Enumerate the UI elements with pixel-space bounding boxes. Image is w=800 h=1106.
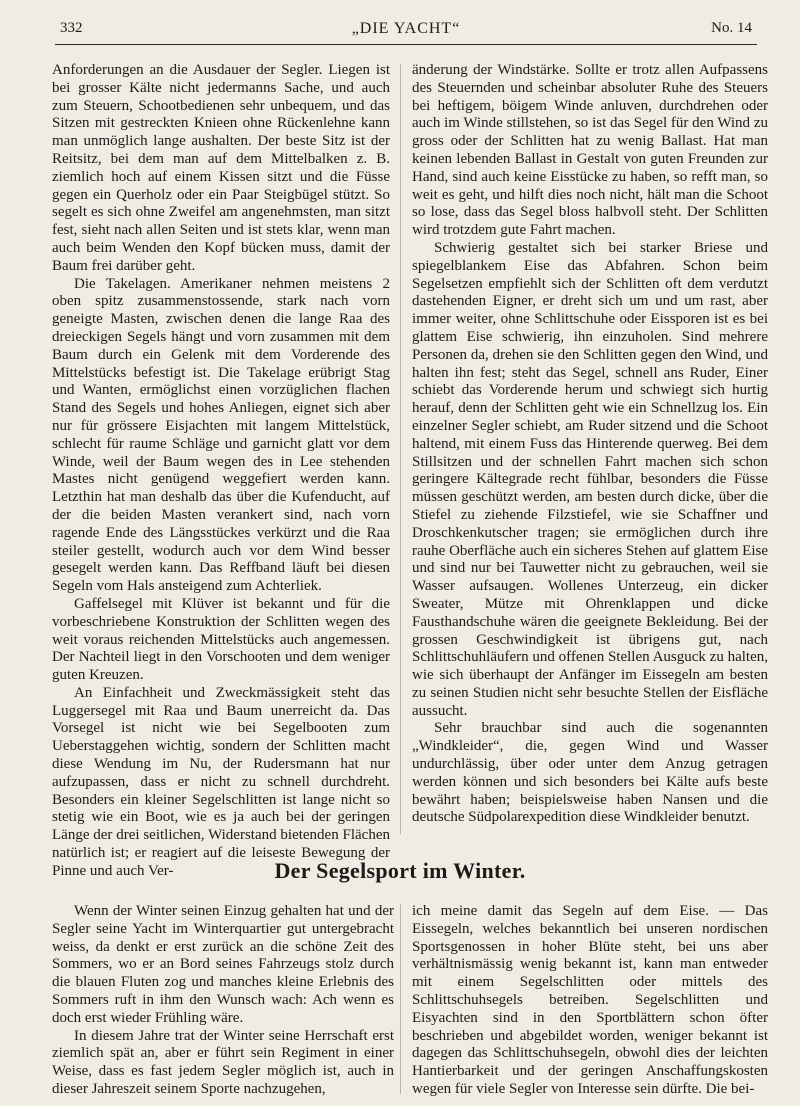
column-divider-bottom: [400, 904, 401, 1094]
paragraph: Wenn der Winter seinen Einzug gehalten hat und der Segler seine Yacht im Winterquartier gut untergebracht weiss, da denkt er erst zurück an die schöne Zeit des Sommers, wo er an Bord seines Fahrzeugs stolz durch die blauen Fluten zog und manches kleine Erlebnis des Sommers ruft in ihm den Wunsch wach: Ach wenn es doch erst wieder Frühling wäre.: [52, 903, 394, 1026]
page-number: 332: [60, 20, 83, 36]
paragraph: An Einfachheit und Zweckmässigkeit steht das Luggersegel mit Raa und Baum unerreicht da. Das Vorsegel ist nicht wie bei Segelbooten zum Ueberstaggehen wichtig, sondern der Schlitten macht diese Wendung im Nu, der Rudersmann hat nur aufzupassen, dass er nicht zu schnell durchdreht. Besonders ein kleiner Segelschlitten ist lange nicht so stetig wie ein Boot, wie es ja auch bei der geringen Länge der drei seitlichen, Widerstand bietenden Flächen natürlich ist; er reagiert auf die leiseste Bewegung der Pinne und auch Ver-: [52, 684, 390, 879]
paragraph: In diesem Jahre trat der Winter seine Herrschaft erst ziemlich spät an, aber er führt sein Regiment in einer Weise, dass es fast jedem Segler möglich ist, auch in dieser Jahreszeit seinem Sporte nachzugehen,: [52, 1027, 394, 1097]
paragraph: Anforderungen an die Ausdauer der Segler. Liegen ist bei grosser Kälte nicht jedermanns Sache, und auch zum Steuern, Schootbedienen sehr unbequem, und das Sitzen mit gestreckten Knieen ohne Rückenlehne kann man unmöglich lange aushalten. Der beste Sitz ist der Reitsitz, bei dem man auf dem Mittelbalken z. B. ziemlich hoch auf einem Kissen sitzt und die Füsse gegen ein Querholz oder ein Paar Steigbügel stützt. So segelt es sich ohne Zweifel am angenehmsten, man sitzt fest, sieht nach allen Seiten und ist stets klar, wenn man auch beim Wenden den Kopf bücken muss, damit der Baum frei darüber geht.: [52, 62, 390, 274]
continued-article-left-column: [52, 62, 390, 881]
column-divider-top: [400, 64, 401, 834]
issue-number: No. 14: [711, 20, 752, 36]
article-headline: Der Segelsport im Winter.: [274, 858, 526, 883]
paragraph: Die Takelagen. Amerikaner nehmen meistens 2 oben spitz zusammenstossende, stark nach vorn geneigte Masten, zwischen denen die lange Raa des dreieckigen Segels hängt und vorn zusammen mit dem Baum durch ein Gelenk mit dem Vorderende des Mittelstücks befestigt ist. Die Takelage erübrigt Stag und Wanten, ermöglichst einen vorzüglichen flachen Stand des Segels und hohes Anliegen, eignet sich aber nur für grössere Eisjachten mit langem Mittelstück, schlecht für raume Schläge und garnicht glatt vor dem Winde, weil der Baum wegen des in Lee stehenden Mastes nicht genügend weggefiert werden kann. Letzthin hat man deshalb das über die Kufenducht, auf der die beiden Masten verankert sind, nach vorn ragende Ende des Längsstückes verkürzt und die Raa steiler gestellt, wodurch auch vor dem Wind besser gesegelt werden kann. Das Reffband läuft bei diesen Segeln vom Hals ansteigend zum Achterliek.: [52, 275, 390, 595]
paragraph: Schwierig gestaltet sich bei starker Briese und spiegelblankem Eise das Abfahren. Schon beim Segelsetzen empfiehlt sich der Schlitten oft dem verdutzt dastehenden Eigner, er dreht sich um und um rast, aber immer weiter, ohne Schlittschuhe oder Eissporen ist es bei glattem Eise schwierig, ihn einzuholen. Sind mehrere Personen da, drehen sie den Schlitten gegen den Wind, und halten ihn fest; steht das Segel, schnell ans Ruder, Einer schiebt das Vorderende herum und schwiegt sich hurtig herauf, denn der Schlitten geht wie ein Schnellzug los. Ein einzelner Segler schiebt, am Ruder sitzend und die Schoot haltend, mit einem Fuss das Hinterende querweg. Bei dem Stillsitzen und der schnellen Fahrt machen sich schon geringere Kältegrade recht fühlbar, besonders die Füsse müssen geschützt werden, am besten durch dicke, über die Stiefel zu ziehende Filzstiefel, wie sie Schaffner und Droschkenkutscher tragen; sie ermöglichen durch ihre rauhe Oberfläche auch ein sicheres Stehen auf glattem Eise und sind nur bei Tauwetter nicht zu gebrauchen, weil sie Wasser aufsaugen. Wollenes Unterzeug, ein dicker Sweater, Mütze mit Ohrenklappen und dicke Fausthandschuhe wären die geeignete Bekleidung. Bei der grossen Geschwindigkeit ist übrigens gut, nach Schlittschuhläufern und offenen Stellen Ausguck zu halten, wie sich überhaupt der Anfänger im Eissegeln am besten zu seinen Studien nicht sehr besuchte Stellen der Eisfläche aussucht.: [412, 239, 768, 719]
page-header: [60, 20, 752, 42]
new-article-left-column: [52, 903, 394, 1099]
paragraph: änderung der Windstärke. Sollte er trotz allen Aufpassens des Steuernden und scheinbar absoluter Ruhe des Steuers bei heftigem, böigem Winde anluven, durchdrehen oder auch im Winde stillstehen, so ist das Segel für den Wind zu gross oder der Schlitten hat zu wenig Ballast. Hat man keinen lebenden Ballast in Gestalt von guten Freunden zur Hand, sind auch keine Eisstücke zu haben, so refft man, so weit es geht, und hilft dies noch nicht, hält man die Schoot so lose, dass das Segel bloss halbvoll steht. Der Schlitten wird trotzdem gute Fahrt machen.: [412, 62, 768, 239]
continued-article-right-column: [412, 62, 768, 827]
header-rule: [55, 44, 757, 45]
paragraph: ich meine damit das Segeln auf dem Eise. — Das Eissegeln, welches bekanntlich bei unseren nordischen Sportsgenossen in hoher Blüte steht, bei uns aber verhältnismässig wenig bekannt ist, kann man entweder mit einem Segelschlitten oder mittels des Schlittschuhsegels betreiben. Segelschlitten und Eisyachten sind in den Sportblättern schon öfter beschrieben und abgebildet worden, weniger bekannt ist dagegen das Schlittschuhsegeln, obwohl dies der leichten Hantierbarkeit und der geringen Anschaffungskosten wegen für viele Segler von Interesse sein dürfte. Die bei-: [412, 903, 768, 1097]
paragraph: Gaffelsegel mit Klüver ist bekannt und für die vorbeschriebene Konstruktion der Schlitten wegen des weit voraus reichenden Mittelstücks auch angemessen. Der Nachteil liegt in den Vorschooten und dem weniger guten Kreuzen.: [52, 595, 390, 684]
magazine-title: „DIE YACHT“: [351, 20, 461, 37]
new-article-right-column: [412, 903, 768, 1099]
paragraph: Sehr brauchbar sind auch die sogenannten „Windkleider“, die, gegen Wind und Wasser undurchlässig, über oder unter dem Anzug getragen werden können und sich besonders bei Kälte aufs beste bewährt haben; beispielsweise haben Nansen und die deutsche Südpolarexpedition diese Windkleider benutzt.: [412, 720, 768, 826]
